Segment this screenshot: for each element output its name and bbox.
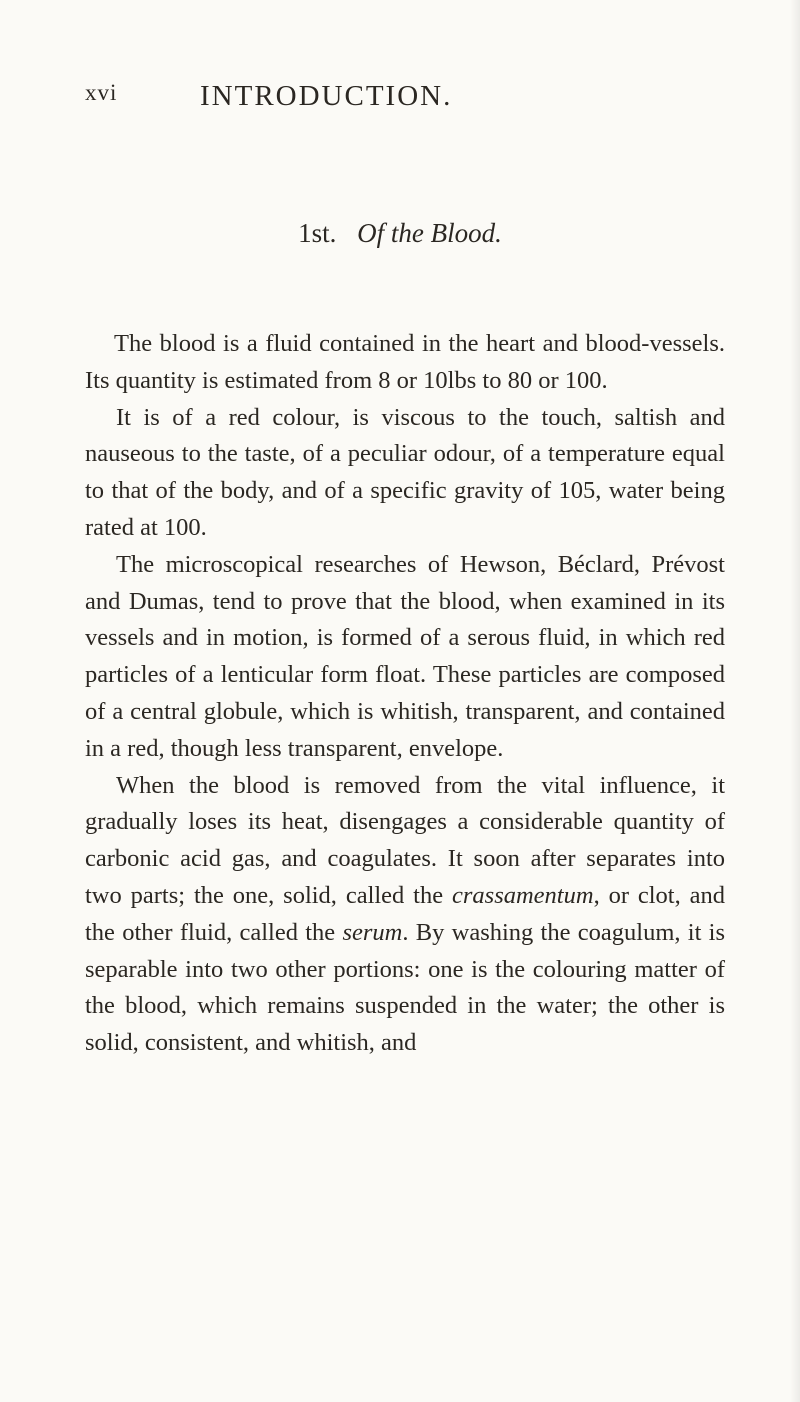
page-edge-shadow (790, 0, 800, 1402)
body-text (85, 326, 725, 1062)
text-run: . By washing the coagulum, it is separable into two other portions: one is the colouring matter of the blood, which remains suspended in the water; the other is solid, consistent, and whitish, and (85, 918, 726, 1057)
term-serum: serum (342, 918, 403, 946)
section-number: 1st. (298, 218, 337, 248)
term-crassamentum: crassamentum (452, 881, 594, 909)
text-run: , or clot, and the other fluid, called the (85, 881, 725, 946)
section-heading (0, 218, 800, 249)
paragraph-properties: It is of a red colour, is viscous to the touch, saltish and nauseous to the taste, of a peculiar odour, of a temperature equal to that of the body, and of a specific gravity of 105, water being rated at 100. (85, 403, 725, 541)
running-title: INTRODUCTION. (200, 80, 453, 112)
section-title: Of the Blood. (357, 218, 502, 248)
paragraph-microscopy: The microscopical researches of Hewson, Béclard, Prévost and Dumas, tend to prove that the blood, when examined in its vessels and in motion, is formed of a serous fluid, in which red particles of a lenticular form float. These particles are composed of a central globule, which is whitish, transparent, and contained in a red, though less transparent, envelope. (85, 550, 725, 762)
paragraph-definition: The blood is a fluid contained in the heart and blood-vessels. Its quantity is estimated from 8 or 10lbs to 80 or 100. (85, 330, 725, 394)
page-number: xvi (85, 80, 118, 105)
paragraph-coagulation (85, 768, 725, 1062)
running-head (85, 80, 730, 120)
text-run: When the blood is removed from the vital influence, it gradually loses its heat, disengages a considerable quantity of carbonic acid gas, and coagulates. It soon after separates into two parts; the one, solid, called the (85, 771, 725, 909)
